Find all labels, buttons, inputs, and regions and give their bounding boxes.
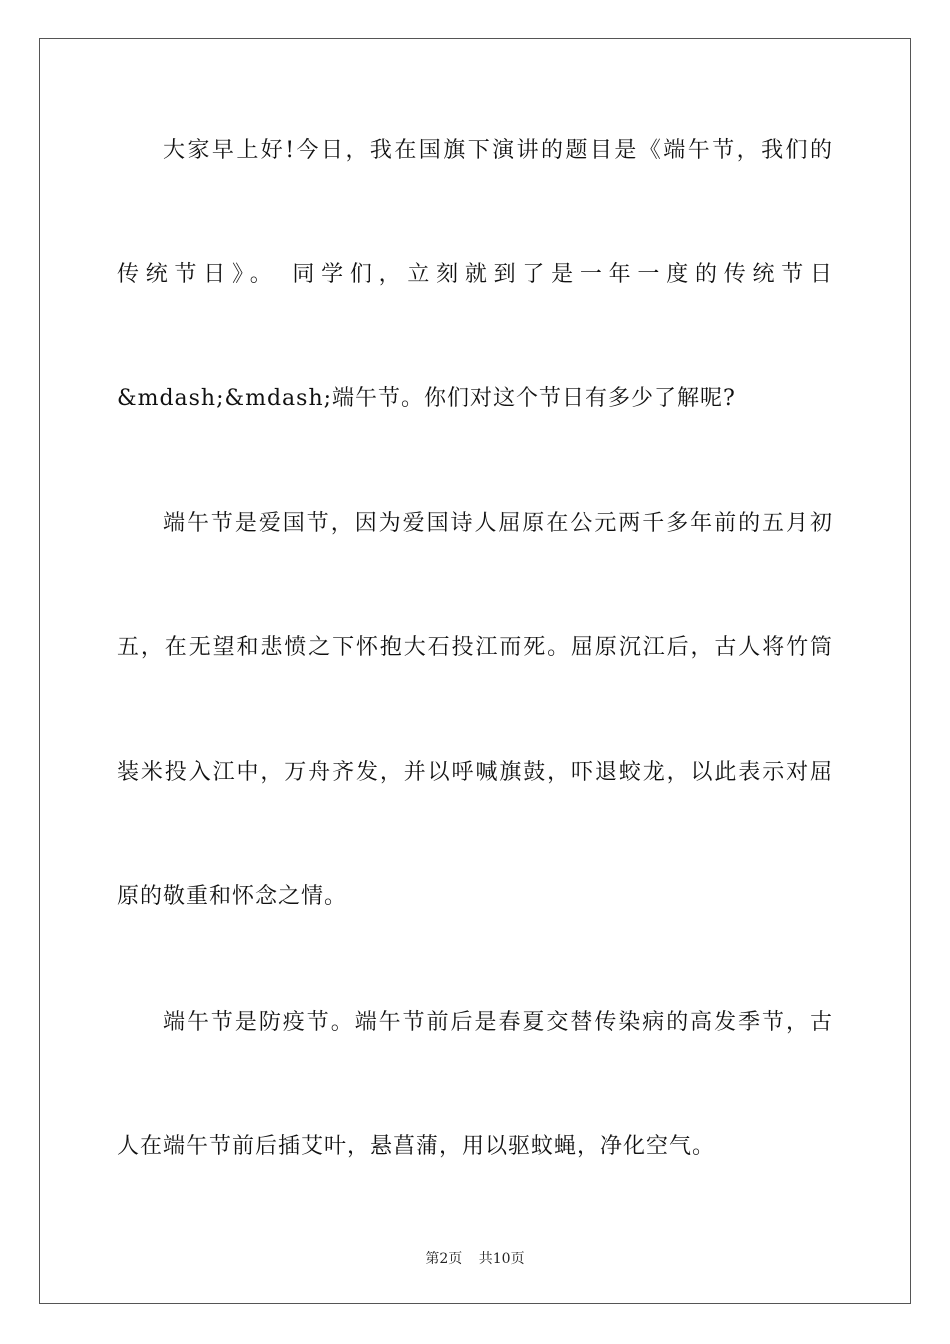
page-total: 共10页 [478, 1251, 525, 1267]
page-footer [0, 1250, 950, 1268]
page-border [39, 38, 911, 1304]
paragraph-1-line-2: 传统节日》。 同学们，立刻就到了是一年一度的传统节日 [117, 262, 833, 287]
paragraph-2-line-1: 端午节是爱国节，因为爱国诗人屈原在公元两千多年前的五月初 [163, 511, 833, 536]
paragraph-1-line-3: &mdash;&mdash;端午节。你们对这个节日有多少了解呢? [117, 386, 736, 411]
paragraph-3-line-2: 人在端午节前后插艾叶，悬菖蒲，用以驱蚊蝇，净化空气。 [117, 1134, 716, 1159]
paragraph-1-line-1: 大家早上好!今日，我在国旗下演讲的题目是《端午节，我们的 [163, 138, 833, 163]
paragraph-2-line-3: 装米投入江中，万舟齐发，并以呼喊旗鼓，吓退蛟龙，以此表示对屈 [117, 760, 833, 785]
paragraph-2-line-2: 五，在无望和悲愤之下怀抱大石投江而死。屈原沉江后，古人将竹筒 [117, 635, 833, 660]
paragraph-2-line-4: 原的敬重和怀念之情。 [117, 884, 348, 909]
paragraph-3-line-1: 端午节是防疫节。端午节前后是春夏交替传染病的高发季节，古 [163, 1010, 833, 1035]
page-number: 第2页 [425, 1251, 463, 1267]
